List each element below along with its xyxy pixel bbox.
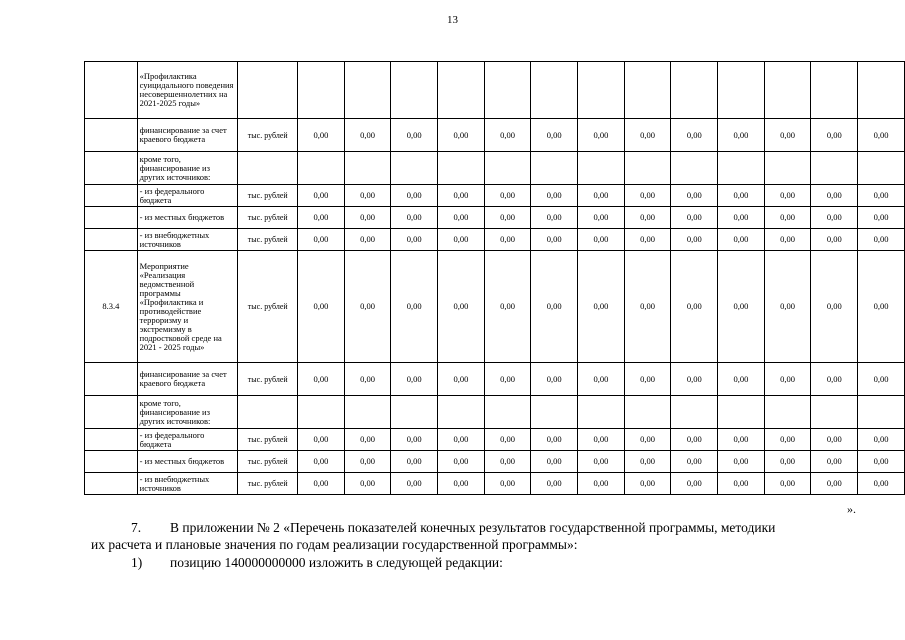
value-cell: 0,00 [718,207,765,229]
value-cell: 0,00 [578,207,625,229]
value-cell [764,62,811,119]
value-cell: 0,00 [391,473,438,495]
value-cell: 0,00 [624,363,671,396]
row-description-cell: «Профилактика суицидального поведения несовершеннолетних на 2021-2025 годы» [137,62,238,119]
value-cell: 0,00 [484,473,531,495]
budget-table [84,61,905,495]
row-description-cell: финансирование за счет краевого бюджета [137,363,238,396]
value-cell: 0,00 [484,429,531,451]
value-cell: 0,00 [391,119,438,152]
row-number-cell [85,229,138,251]
row-description-cell: - из местных бюджетов [137,451,238,473]
value-cell [298,396,345,429]
value-cell [578,152,625,185]
table-row [85,119,905,152]
value-cell: 0,00 [298,229,345,251]
row-number-cell [85,207,138,229]
value-cell: 0,00 [344,185,391,207]
value-cell: 0,00 [764,363,811,396]
value-cell: 0,00 [671,251,718,363]
value-cell: 0,00 [858,429,905,451]
value-cell: 0,00 [764,473,811,495]
value-cell [391,396,438,429]
row-unit-cell: тыс. рублей [238,473,298,495]
value-cell: 0,00 [531,451,578,473]
value-cell: 0,00 [298,473,345,495]
row-number-cell [85,451,138,473]
row-description-cell: - из внебюджетных источников [137,473,238,495]
value-cell: 0,00 [764,451,811,473]
value-cell: 0,00 [811,363,858,396]
value-cell [718,152,765,185]
value-cell: 0,00 [811,229,858,251]
value-cell: 0,00 [718,363,765,396]
row-description-cell: - из местных бюджетов [137,207,238,229]
value-cell: 0,00 [858,229,905,251]
row-unit-cell [238,152,298,185]
value-cell: 0,00 [484,363,531,396]
value-cell: 0,00 [811,185,858,207]
value-cell: 0,00 [578,119,625,152]
value-cell: 0,00 [858,363,905,396]
value-cell [671,396,718,429]
value-cell: 0,00 [624,429,671,451]
value-cell: 0,00 [484,119,531,152]
value-cell: 0,00 [811,251,858,363]
value-cell: 0,00 [391,251,438,363]
value-cell: 0,00 [578,363,625,396]
row-description-cell: - из федерального бюджета [137,185,238,207]
value-cell: 0,00 [438,185,485,207]
value-cell: 0,00 [344,251,391,363]
value-cell: 0,00 [811,451,858,473]
row-number-cell [85,152,138,185]
value-cell [298,62,345,119]
row-unit-cell: тыс. рублей [238,363,298,396]
row-description-cell: финансирование за счет краевого бюджета [137,119,238,152]
value-cell [811,396,858,429]
value-cell: 0,00 [391,363,438,396]
value-cell [858,396,905,429]
value-cell: 0,00 [531,185,578,207]
table-row [85,251,905,363]
row-number-cell [85,363,138,396]
value-cell [531,152,578,185]
value-cell [858,152,905,185]
value-cell: 0,00 [391,429,438,451]
value-cell: 0,00 [531,363,578,396]
table-row [85,429,905,451]
value-cell: 0,00 [718,251,765,363]
value-cell [858,62,905,119]
table-row [85,152,905,185]
value-cell: 0,00 [298,429,345,451]
value-cell [764,396,811,429]
row-unit-cell: тыс. рублей [238,119,298,152]
value-cell: 0,00 [718,451,765,473]
value-cell [624,396,671,429]
row-unit-cell: тыс. рублей [238,451,298,473]
value-cell [438,396,485,429]
value-cell: 0,00 [298,207,345,229]
row-unit-cell [238,62,298,119]
value-cell: 0,00 [438,229,485,251]
value-cell [718,396,765,429]
value-cell [578,62,625,119]
page-number: 13 [447,14,458,26]
value-cell: 0,00 [764,229,811,251]
value-cell: 0,00 [391,207,438,229]
value-cell: 0,00 [858,251,905,363]
table-row [85,229,905,251]
paragraph-7-number: 7. [131,520,142,535]
value-cell [624,152,671,185]
value-cell: 0,00 [344,119,391,152]
value-cell: 0,00 [578,429,625,451]
value-cell: 0,00 [764,119,811,152]
value-cell: 0,00 [671,229,718,251]
value-cell: 0,00 [811,429,858,451]
value-cell: 0,00 [484,251,531,363]
value-cell [624,62,671,119]
value-cell [531,396,578,429]
value-cell [671,62,718,119]
value-cell: 0,00 [858,451,905,473]
value-cell: 0,00 [671,119,718,152]
row-number-cell [85,119,138,152]
value-cell: 0,00 [624,185,671,207]
value-cell: 0,00 [531,207,578,229]
value-cell: 0,00 [624,473,671,495]
value-cell: 0,00 [531,473,578,495]
paragraph-7-text-line2: их расчета и плановые значения по годам реализации государственной программы»: [91,537,578,552]
value-cell: 0,00 [858,119,905,152]
value-cell: 0,00 [764,207,811,229]
row-number-cell [85,429,138,451]
value-cell: 0,00 [391,185,438,207]
row-description-cell: кроме того, финансирование из других источников: [137,152,238,185]
value-cell: 0,00 [438,363,485,396]
value-cell: 0,00 [624,451,671,473]
row-number-cell [85,62,138,119]
value-cell: 0,00 [484,207,531,229]
value-cell [484,396,531,429]
value-cell [718,62,765,119]
value-cell: 0,00 [391,229,438,251]
row-unit-cell: тыс. рублей [238,229,298,251]
value-cell [344,152,391,185]
value-cell [764,152,811,185]
paragraph-1-text: позицию 140000000000 изложить в следующей редакции: [170,555,503,570]
closing-quote: ». [847,502,856,516]
value-cell [298,152,345,185]
row-description-cell: Мероприятие «Реализация ведомственной программы «Профилактика и противодействие терроризму и экстремизму в подростковой среде на 2021 - 2025 годы» [137,251,238,363]
value-cell: 0,00 [484,451,531,473]
value-cell: 0,00 [764,429,811,451]
value-cell [671,152,718,185]
value-cell: 0,00 [391,451,438,473]
value-cell: 0,00 [298,119,345,152]
value-cell: 0,00 [298,251,345,363]
value-cell: 0,00 [344,429,391,451]
value-cell: 0,00 [811,119,858,152]
table-row [85,396,905,429]
value-cell: 0,00 [298,363,345,396]
value-cell: 0,00 [671,473,718,495]
value-cell: 0,00 [624,251,671,363]
value-cell: 0,00 [344,363,391,396]
value-cell: 0,00 [811,473,858,495]
row-number-cell [85,473,138,495]
value-cell: 0,00 [671,363,718,396]
value-cell: 0,00 [718,119,765,152]
value-cell: 0,00 [858,185,905,207]
paragraph-1-number: 1) [131,555,143,570]
value-cell: 0,00 [624,119,671,152]
value-cell: 0,00 [858,207,905,229]
value-cell [391,62,438,119]
row-unit-cell: тыс. рублей [238,251,298,363]
table-row [85,363,905,396]
value-cell: 0,00 [764,185,811,207]
value-cell: 0,00 [298,185,345,207]
value-cell: 0,00 [578,185,625,207]
value-cell: 0,00 [484,229,531,251]
row-description-cell: - из федерального бюджета [137,429,238,451]
row-unit-cell: тыс. рублей [238,429,298,451]
value-cell: 0,00 [624,229,671,251]
value-cell: 0,00 [344,229,391,251]
row-description-cell: кроме того, финансирование из других источников: [137,396,238,429]
row-unit-cell: тыс. рублей [238,207,298,229]
value-cell: 0,00 [578,473,625,495]
value-cell [811,62,858,119]
value-cell: 0,00 [578,451,625,473]
value-cell [811,152,858,185]
value-cell: 0,00 [718,185,765,207]
table-row [85,207,905,229]
value-cell: 0,00 [438,473,485,495]
row-unit-cell [238,396,298,429]
value-cell: 0,00 [671,207,718,229]
value-cell: 0,00 [484,185,531,207]
value-cell: 0,00 [671,429,718,451]
value-cell: 0,00 [578,229,625,251]
value-cell [438,152,485,185]
value-cell: 0,00 [671,185,718,207]
value-cell: 0,00 [578,251,625,363]
row-number-cell [85,396,138,429]
value-cell [391,152,438,185]
row-number-cell [85,185,138,207]
value-cell: 0,00 [298,451,345,473]
table-row [85,473,905,495]
value-cell: 0,00 [531,251,578,363]
value-cell: 0,00 [438,207,485,229]
value-cell [578,396,625,429]
value-cell: 0,00 [438,429,485,451]
table-row [85,451,905,473]
value-cell: 0,00 [531,119,578,152]
value-cell: 0,00 [344,473,391,495]
value-cell [484,152,531,185]
value-cell: 0,00 [438,119,485,152]
row-description-cell: - из внебюджетных источников [137,229,238,251]
value-cell: 0,00 [438,451,485,473]
value-cell [344,396,391,429]
row-number-cell: 8.3.4 [85,251,138,363]
value-cell: 0,00 [811,207,858,229]
value-cell [438,62,485,119]
value-cell: 0,00 [438,251,485,363]
value-cell: 0,00 [344,207,391,229]
value-cell [344,62,391,119]
value-cell: 0,00 [764,251,811,363]
value-cell [484,62,531,119]
paragraph-7-text-line1: В приложении № 2 «Перечень показателей конечных результатов государственной программы, методики [170,520,776,535]
value-cell: 0,00 [531,229,578,251]
value-cell: 0,00 [718,429,765,451]
value-cell: 0,00 [718,229,765,251]
table-row [85,62,905,119]
value-cell: 0,00 [624,207,671,229]
value-cell [531,62,578,119]
row-unit-cell: тыс. рублей [238,185,298,207]
value-cell: 0,00 [671,451,718,473]
table-row [85,185,905,207]
value-cell: 0,00 [718,473,765,495]
value-cell: 0,00 [858,473,905,495]
value-cell: 0,00 [344,451,391,473]
value-cell: 0,00 [531,429,578,451]
